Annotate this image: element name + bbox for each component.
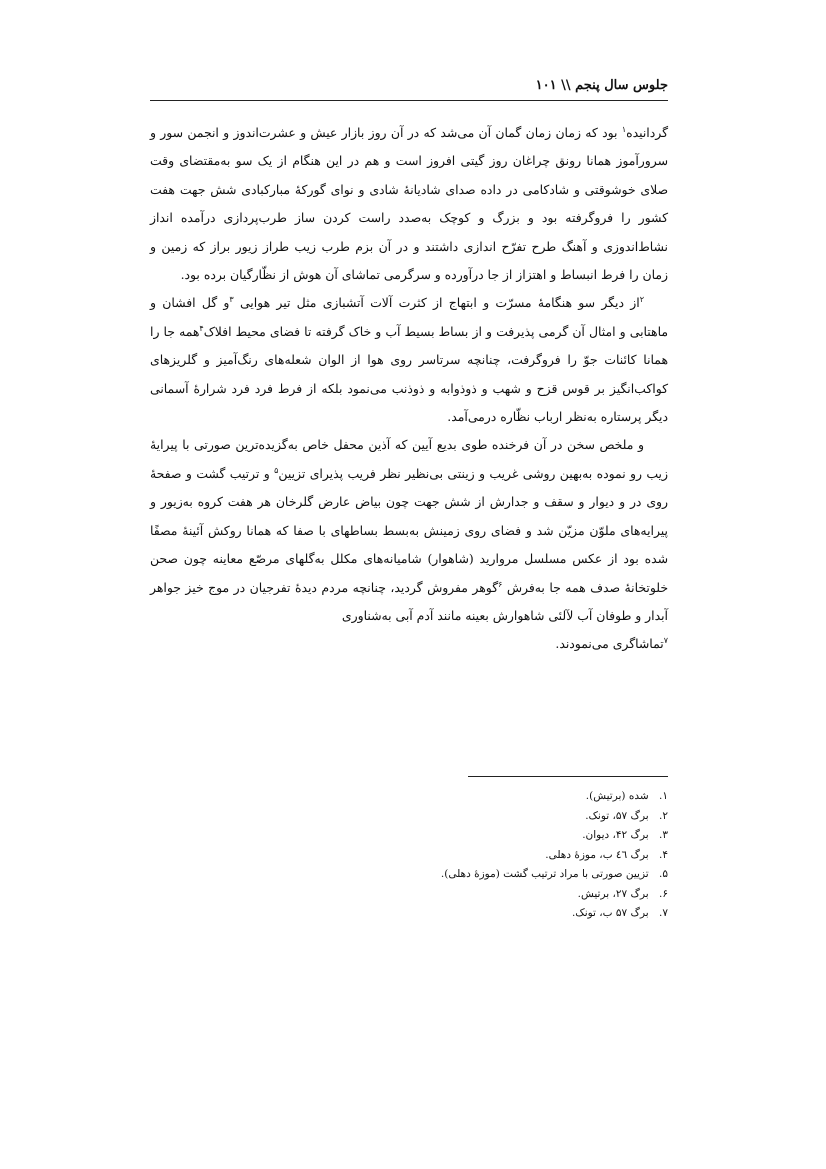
footnote-ref: ۲	[639, 295, 644, 305]
footnote-ref: ۳	[229, 295, 234, 305]
footnote-text: برگ ۲۷، برتیش.	[577, 887, 649, 900]
footnote-number: ۱.	[659, 790, 668, 802]
footnote-item	[150, 787, 668, 807]
footnote-item	[150, 885, 668, 905]
footnote-number: ۳.	[659, 829, 668, 841]
footnote-text: برگ ٤٦ ب، موزهٔ دهلی.	[545, 848, 649, 861]
paragraph-text: و گل افشان و ماهتابی و امثال آن گرمی پذیرفت و از بساط بسیط آب و خاک گرفته تا فضای محیط افلاک	[150, 295, 668, 339]
paragraph-text: همه جا را همانا کائنات جوّ را فروگرفت، چنانچه سرتاسر روی هوا از الوان شعله‌های رنگ‌آمیز و گلریزهای کواکب‌انگیز بر قوس قزح و شهب و ذوذوابه و ذوذنب می‌نمود بلکه از فرط فرد فرد شرارهٔ آسمانی دیگر پرستاره به‌نظر ارباب نظّاره درمی‌آمد.	[150, 323, 668, 425]
running-header	[150, 72, 668, 101]
paragraph-2	[150, 289, 668, 431]
footnote-number: ۶.	[659, 887, 668, 900]
footnote-ref: ۵	[274, 465, 279, 475]
paragraph-text: و ملخص سخن در آن فرخنده طوی بدیع آیین که آذین محفل خاص به‌گزیده‌ترین صورتی با پیرایهٔ زیب رو نموده به‌بهین روشی غریب و زینتی بی‌نظیر نظر فریب پذیرای تزیین	[150, 437, 668, 481]
footnote-item	[150, 807, 668, 827]
footnote-number: ۷.	[659, 907, 668, 919]
paragraph-text: گوهر مفروش گردید، چنانچه مردم دیدهٔ تفرجیان در موج خیز جواهر آبدار و طوفان آب لآلئی شاهوارش بعینه مانند آدم آبی به‌شناوری	[150, 579, 668, 623]
footnote-item	[150, 826, 668, 846]
paragraph-text: و ترتیب گشت و صفحهٔ روی در و دیوار و سقف و جدارش از شش جهت چون بیاض عارض گلرخان هر هفت کروه به‌زیور و پیرایه‌های ملوّن مزیّن شد و فضای روی زمینش به‌بسط بساطهای با صفا که همانا روکش آئینهٔ مصفًا شده بود از عکس مسلسل مروارید (شاهوار) شامیانه‌های مکلل به‌گلهای مرصّع معاینه چون صحن خلوتخانهٔ صدف همه جا به‌فرش	[150, 465, 668, 595]
footnote-item	[150, 846, 668, 866]
footnote-text: تزیین صورتی با مراد ترتیب گشت (موزهٔ دهلی).	[440, 868, 649, 880]
footnote-text: شده (برتیش).	[585, 790, 649, 802]
paragraph-1	[150, 119, 668, 289]
footnote-ref: ۷	[663, 636, 668, 646]
footnote-number: ۴.	[659, 848, 668, 861]
paragraph-text: تماشاگری می‌نمودند.	[555, 636, 664, 652]
document-page	[150, 72, 668, 919]
paragraph-text: بود که زمان زمان گمان آن می‌شد که در آن روز بازار عیش و عشرت‌اندوز و انجمن سور و سرورآموز همانا رونق چراغان روز گیتی افروز است و هم در این هنگام از یک سو به‌مقتضای وقت صلای خوشوقتی و شادکامی در داده صدای شادیانهٔ شادی و نوای گورکهٔ مبارکبادی شش جهت هفت کشور را فروگرفته بود و بزرگ و کوچک به‌صدد راست کردن ساز طرب‌پردازی درآمده انداز نشاط‌اندوزی و آهنگ طرح تفرّح اندازی داشتند و در آن بزم طرب زیب طراز زیور براز که زمین و زمان را فرط انبساط و اهتزاز از جا درآورده و سرگرمی تماشای آن هوش از نظّارگیان برده بود.	[150, 125, 668, 283]
footnote-text: برگ ۵۷ ب، تونک.	[571, 907, 649, 919]
footnote-ref: ۴	[199, 323, 204, 333]
footnote-ref: ۱	[621, 124, 627, 134]
body-text	[150, 119, 668, 659]
footnote-number: ۵.	[659, 868, 668, 880]
footnote-item	[150, 904, 668, 924]
footnote-text: برگ ۴۲، دیوان.	[582, 829, 649, 841]
footnote-item	[150, 865, 668, 885]
footnote-ref: ۶	[498, 579, 503, 589]
footnote-text: برگ ۵۷، تونک.	[585, 809, 649, 822]
footnote-divider	[468, 776, 668, 777]
footnote-number: ۲.	[659, 809, 668, 822]
footnotes-list	[150, 787, 668, 924]
paragraph-text: گردانیده	[626, 125, 668, 140]
running-title: جلوس سال پنجم \\ ۱۰۱	[535, 78, 668, 93]
paragraph-3	[150, 431, 668, 658]
paragraph-text: از دیگر سو هنگامهٔ مسرّت و ابتهاج از کثرت آلات آتشبازی مثل تیر هوایی	[233, 295, 640, 311]
